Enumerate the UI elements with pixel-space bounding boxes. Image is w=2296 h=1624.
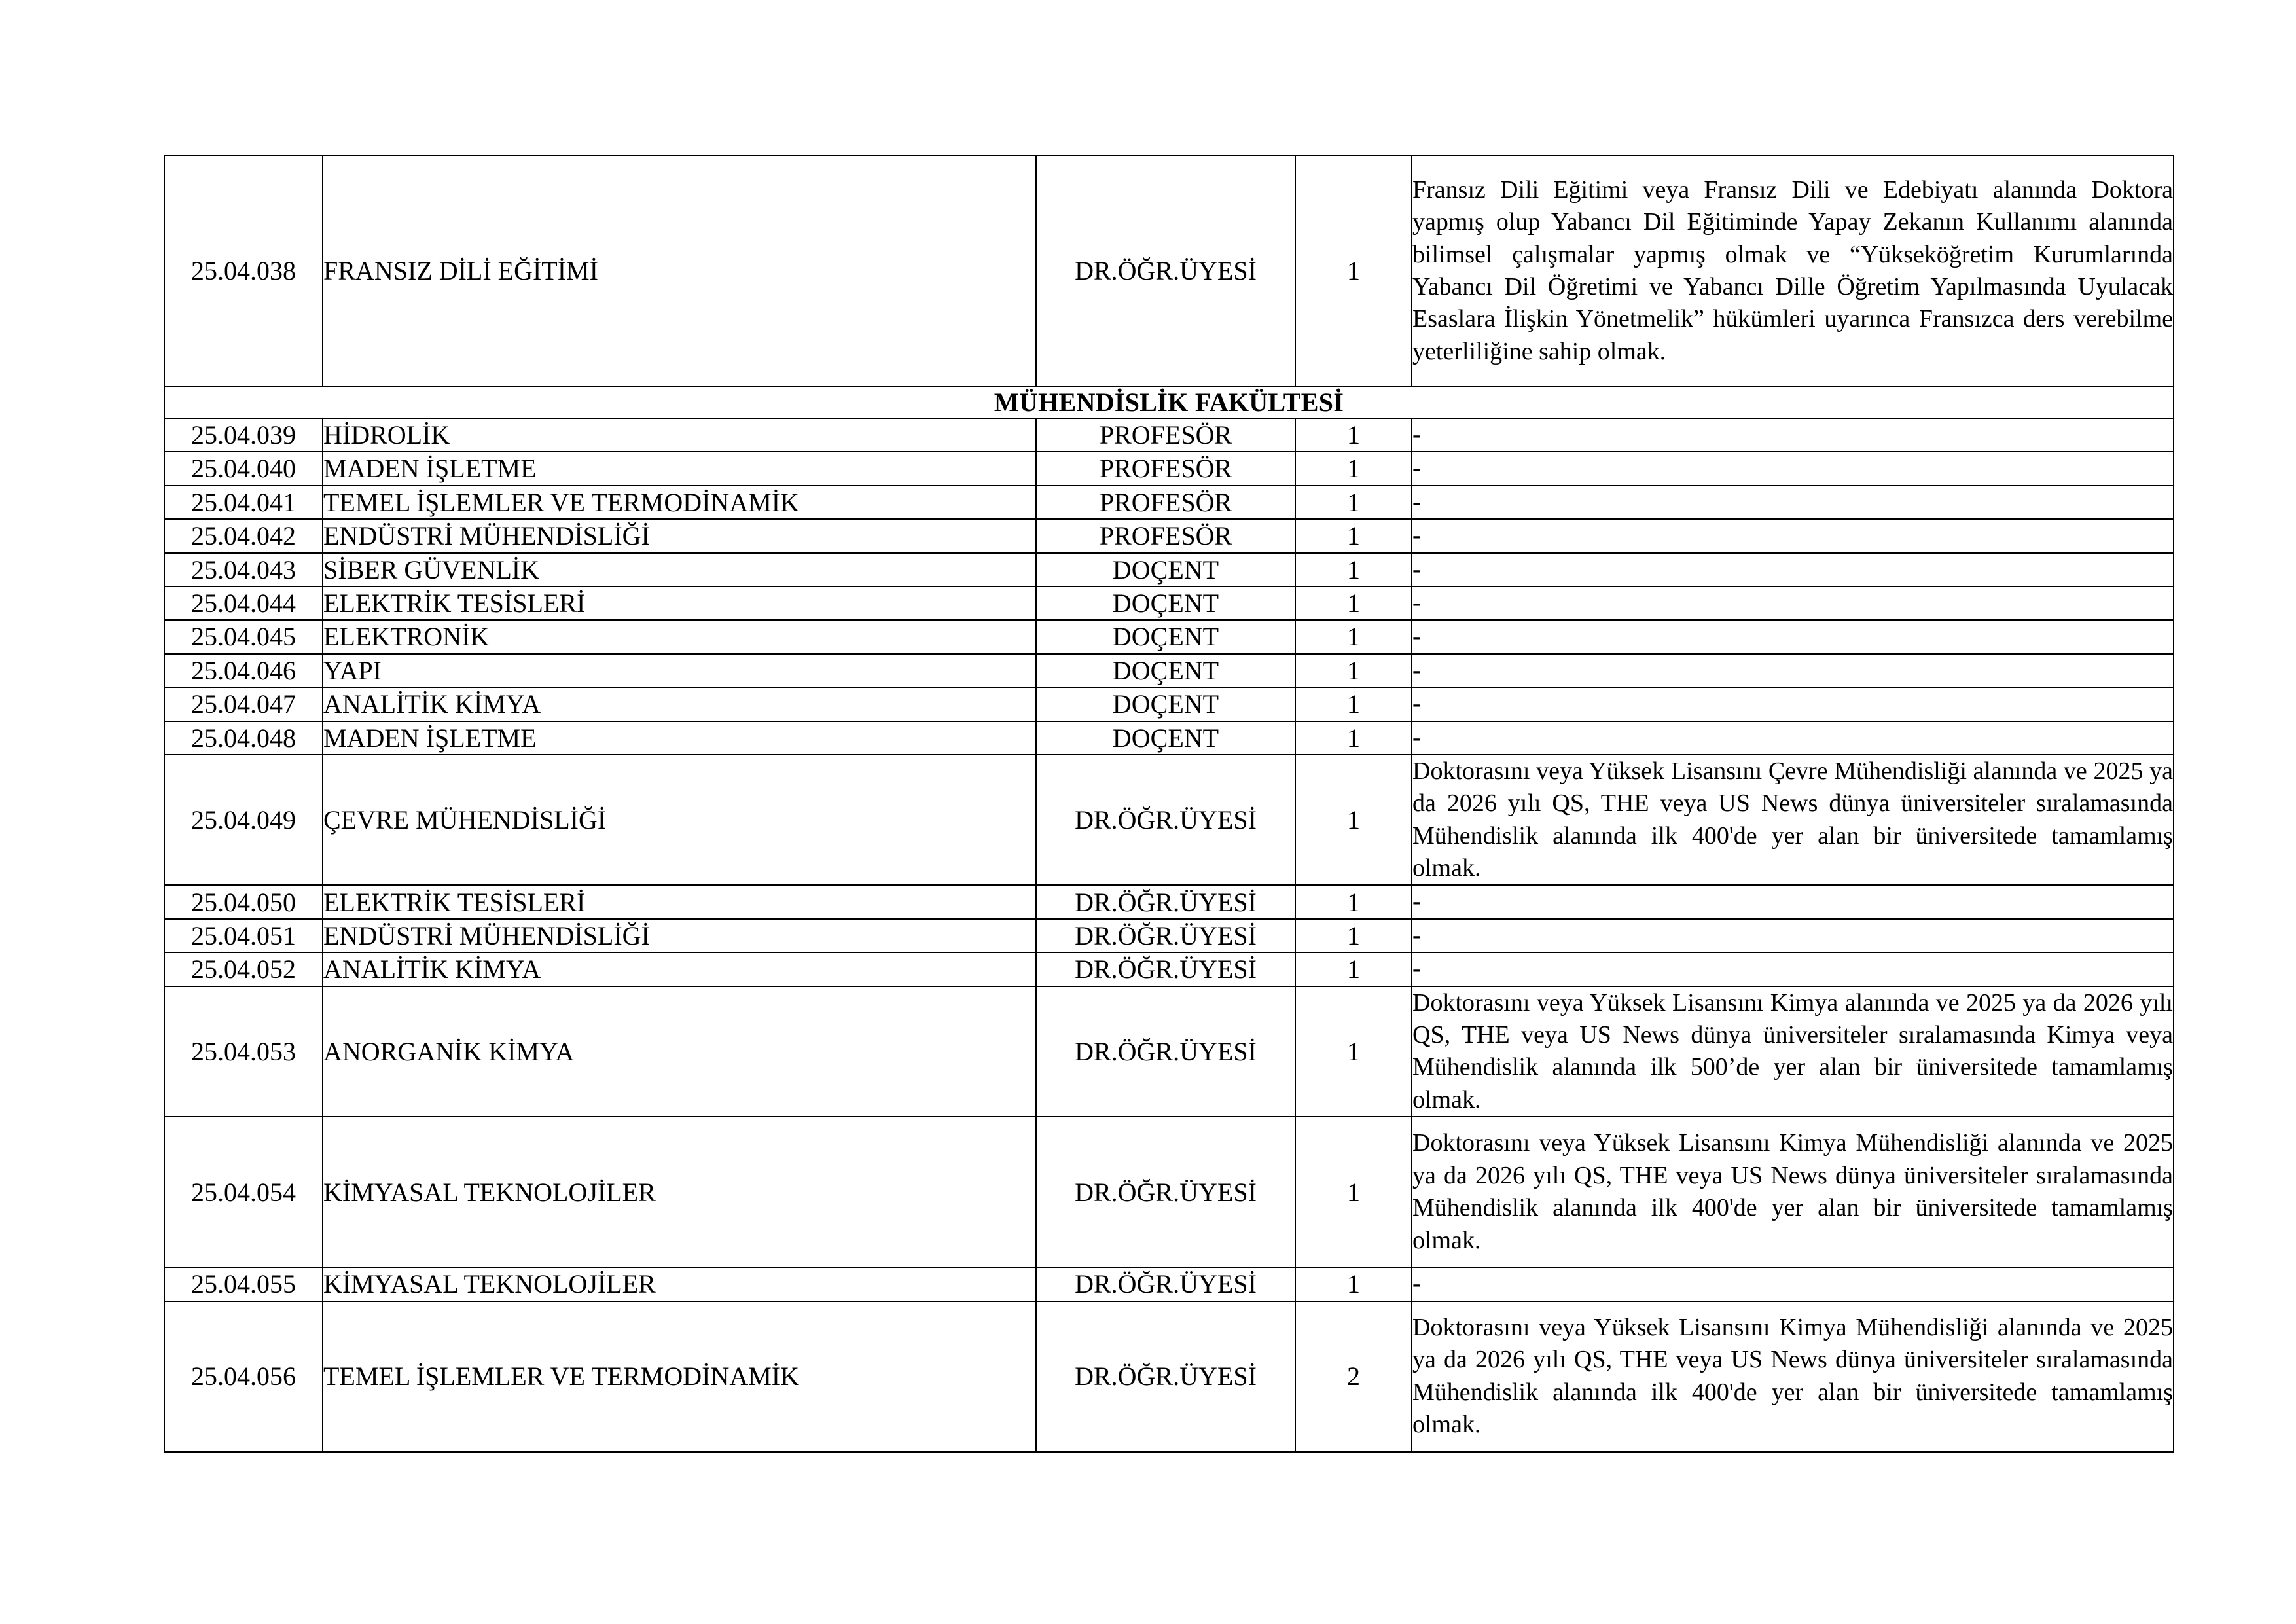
table-row — [164, 553, 2174, 586]
cell-title: DOÇENT — [1036, 687, 1295, 721]
table-row — [164, 687, 2174, 721]
table-row — [164, 1267, 2174, 1301]
cell-count: 1 — [1295, 486, 1412, 519]
cell-code: 25.04.049 — [164, 755, 323, 886]
cell-title: DR.ÖĞR.ÜYESİ — [1036, 919, 1295, 952]
cell-code: 25.04.050 — [164, 885, 323, 918]
cell-code: 25.04.044 — [164, 586, 323, 620]
cell-count: 1 — [1295, 952, 1412, 986]
cell-title: PROFESÖR — [1036, 519, 1295, 552]
table-row — [164, 952, 2174, 986]
cell-count: 1 — [1295, 654, 1412, 687]
cell-title: DR.ÖĞR.ÜYESİ — [1036, 986, 1295, 1117]
cell-name: ENDÜSTRİ MÜHENDİSLİĞİ — [323, 919, 1036, 952]
cell-description: - — [1412, 553, 2174, 586]
cell-title: DR.ÖĞR.ÜYESİ — [1036, 156, 1295, 386]
cell-count: 1 — [1295, 156, 1412, 386]
cell-description: - — [1412, 418, 2174, 452]
cell-code: 25.04.043 — [164, 553, 323, 586]
cell-description: Doktorasını veya Yüksek Lisansını Çevre Mühendisliği alanında ve 2025 ya da 2026 yılı QS, THE veya US News dünya üniversiteler sıralamasında Mühendislik alanında ilk 400'de yer alan bir üniversitede tamamlamış olmak. — [1412, 755, 2174, 886]
cell-code: 25.04.038 — [164, 156, 323, 386]
cell-name: FRANSIZ DİLİ EĞİTİMİ — [323, 156, 1036, 386]
cell-count: 2 — [1295, 1301, 1412, 1452]
cell-title: DR.ÖĞR.ÜYESİ — [1036, 1117, 1295, 1267]
cell-code: 25.04.041 — [164, 486, 323, 519]
cell-count: 1 — [1295, 1267, 1412, 1301]
cell-description: Doktorasını veya Yüksek Lisansını Kimya alanında ve 2025 ya da 2026 yılı QS, THE veya US News dünya üniversiteler sıralamasında Kimya veya Mühendislik alanında ilk 500’de yer alan bir üniversitede tamamlamış olmak. — [1412, 986, 2174, 1117]
cell-title: PROFESÖR — [1036, 486, 1295, 519]
cell-count: 1 — [1295, 553, 1412, 586]
table-row — [164, 721, 2174, 755]
table-row — [164, 620, 2174, 653]
cell-code: 25.04.052 — [164, 952, 323, 986]
section-header-row — [164, 386, 2174, 418]
cell-name: ENDÜSTRİ MÜHENDİSLİĞİ — [323, 519, 1036, 552]
cell-description: - — [1412, 721, 2174, 755]
cell-title: DOÇENT — [1036, 620, 1295, 653]
cell-count: 1 — [1295, 620, 1412, 653]
cell-code: 25.04.047 — [164, 687, 323, 721]
table-row — [164, 519, 2174, 552]
cell-code: 25.04.045 — [164, 620, 323, 653]
table-row — [164, 885, 2174, 918]
table-row — [164, 919, 2174, 952]
cell-code: 25.04.055 — [164, 1267, 323, 1301]
cell-title: DR.ÖĞR.ÜYESİ — [1036, 952, 1295, 986]
table-row — [164, 1117, 2174, 1267]
cell-count: 1 — [1295, 755, 1412, 886]
cell-code: 25.04.051 — [164, 919, 323, 952]
cell-description: - — [1412, 687, 2174, 721]
cell-code: 25.04.054 — [164, 1117, 323, 1267]
cell-count: 1 — [1295, 1117, 1412, 1267]
table-row — [164, 986, 2174, 1117]
cell-code: 25.04.053 — [164, 986, 323, 1117]
cell-count: 1 — [1295, 986, 1412, 1117]
cell-count: 1 — [1295, 418, 1412, 452]
table-row — [164, 452, 2174, 485]
cell-description: - — [1412, 1267, 2174, 1301]
cell-title: DOÇENT — [1036, 553, 1295, 586]
table-row — [164, 418, 2174, 452]
cell-title: DR.ÖĞR.ÜYESİ — [1036, 1267, 1295, 1301]
cell-count: 1 — [1295, 687, 1412, 721]
cell-title: DR.ÖĞR.ÜYESİ — [1036, 755, 1295, 886]
section-header-faculty: MÜHENDİSLİK FAKÜLTESİ — [164, 386, 2174, 418]
cell-name: ANALİTİK KİMYA — [323, 687, 1036, 721]
table-row — [164, 1301, 2174, 1452]
table-row — [164, 755, 2174, 886]
table-row — [164, 654, 2174, 687]
cell-description: - — [1412, 620, 2174, 653]
cell-name: KİMYASAL TEKNOLOJİLER — [323, 1117, 1036, 1267]
cell-title: PROFESÖR — [1036, 452, 1295, 485]
cell-name: SİBER GÜVENLİK — [323, 553, 1036, 586]
cell-name: KİMYASAL TEKNOLOJİLER — [323, 1267, 1036, 1301]
cell-code: 25.04.046 — [164, 654, 323, 687]
cell-code: 25.04.048 — [164, 721, 323, 755]
table-row — [164, 156, 2174, 386]
cell-count: 1 — [1295, 452, 1412, 485]
cell-name: ÇEVRE MÜHENDİSLİĞİ — [323, 755, 1036, 886]
cell-name: MADEN İŞLETME — [323, 452, 1036, 485]
cell-name: ANALİTİK KİMYA — [323, 952, 1036, 986]
cell-description: Doktorasını veya Yüksek Lisansını Kimya Mühendisliği alanında ve 2025 ya da 2026 yılı QS, THE veya US News dünya üniversiteler sıralamasında Mühendislik alanında ilk 400'de yer alan bir üniversitede tamamlamış olmak. — [1412, 1301, 2174, 1452]
cell-name: MADEN İŞLETME — [323, 721, 1036, 755]
cell-name: ELEKTRİK TESİSLERİ — [323, 586, 1036, 620]
cell-code: 25.04.039 — [164, 418, 323, 452]
cell-name: YAPI — [323, 654, 1036, 687]
table-row — [164, 486, 2174, 519]
cell-title: DOÇENT — [1036, 586, 1295, 620]
cell-name: ELEKTRİK TESİSLERİ — [323, 885, 1036, 918]
cell-description: Doktorasını veya Yüksek Lisansını Kimya Mühendisliği alanında ve 2025 ya da 2026 yılı QS, THE veya US News dünya üniversiteler sıralamasında Mühendislik alanında ilk 400'de yer alan bir üniversitede tamamlamış olmak. — [1412, 1117, 2174, 1267]
cell-description: Fransız Dili Eğitimi veya Fransız Dili ve Edebiyatı alanında Doktora yapmış olup Yabancı Dil Eğitiminde Yapay Zekanın Kullanımı alanında bilimsel çalışmalar yapmış olmak ve “Yükseköğretim Kurumlarında Yabancı Dil Öğretimi ve Yabancı Dille Öğretim Yapılmasında Uyulacak Esaslara İlişkin Yönetmelik” hükümleri uyarınca Fransızca ders verebilme yeterliliğine sahip olmak. — [1412, 156, 2174, 386]
cell-title: DOÇENT — [1036, 721, 1295, 755]
cell-count: 1 — [1295, 885, 1412, 918]
cell-name: ELEKTRONİK — [323, 620, 1036, 653]
cell-description: - — [1412, 654, 2174, 687]
positions-table — [164, 155, 2174, 1453]
cell-code: 25.04.056 — [164, 1301, 323, 1452]
cell-count: 1 — [1295, 519, 1412, 552]
cell-description: - — [1412, 586, 2174, 620]
cell-name: ANORGANİK KİMYA — [323, 986, 1036, 1117]
cell-title: DR.ÖĞR.ÜYESİ — [1036, 885, 1295, 918]
cell-count: 1 — [1295, 919, 1412, 952]
cell-description: - — [1412, 486, 2174, 519]
table-row — [164, 586, 2174, 620]
cell-title: DOÇENT — [1036, 654, 1295, 687]
cell-code: 25.04.042 — [164, 519, 323, 552]
positions-table-container — [164, 155, 2173, 1453]
cell-description: - — [1412, 919, 2174, 952]
cell-description: - — [1412, 452, 2174, 485]
cell-description: - — [1412, 885, 2174, 918]
cell-code: 25.04.040 — [164, 452, 323, 485]
cell-description: - — [1412, 952, 2174, 986]
cell-name: HİDROLİK — [323, 418, 1036, 452]
cell-count: 1 — [1295, 586, 1412, 620]
cell-title: PROFESÖR — [1036, 418, 1295, 452]
cell-name: TEMEL İŞLEMLER VE TERMODİNAMİK — [323, 1301, 1036, 1452]
cell-name: TEMEL İŞLEMLER VE TERMODİNAMİK — [323, 486, 1036, 519]
cell-description: - — [1412, 519, 2174, 552]
cell-title: DR.ÖĞR.ÜYESİ — [1036, 1301, 1295, 1452]
cell-count: 1 — [1295, 721, 1412, 755]
